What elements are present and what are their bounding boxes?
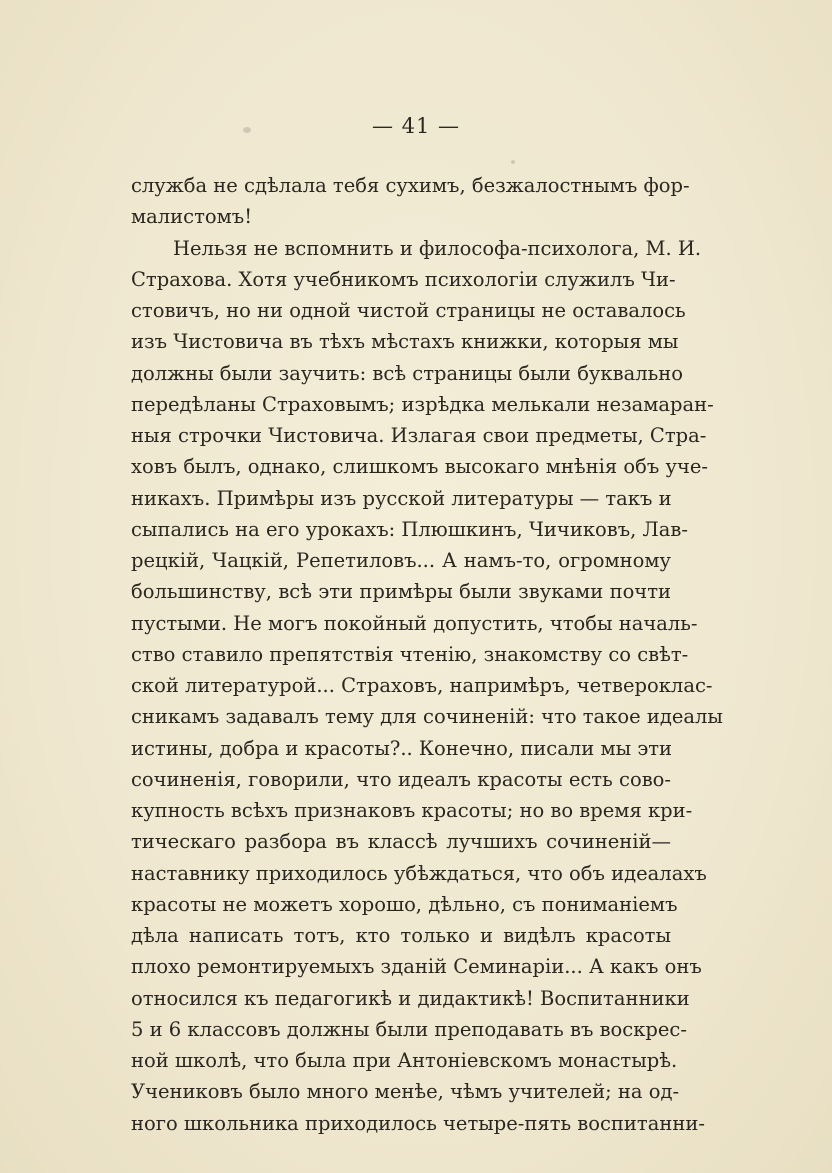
text-line: пустыми. Не могъ покойный допустить, чтобы началь-	[131, 611, 698, 635]
text-line: сыпались на его урокахъ: Плюшкинъ, Чичиковъ, Лав-	[131, 517, 688, 541]
text-line: ховъ былъ, однако, слишкомъ высокаго мнѣнія объ уче-	[131, 455, 708, 479]
text-line: красоты не можетъ хорошо, дѣльно, съ пониманіемъ	[131, 892, 678, 916]
paper-stain	[511, 160, 515, 164]
body-text	[131, 170, 723, 1139]
text-line: малистомъ!	[131, 205, 253, 229]
text-line: купность всѣхъ признаковъ красоты; но во время кри-	[131, 799, 693, 822]
text-line: рецкій, Чацкій, Репетиловъ... А намъ-то, огромному	[131, 549, 671, 572]
text-line: стовичъ, но ни одной чистой страницы не оставалось	[131, 299, 686, 322]
text-line: Нельзя не вспомнить и философа-психолога, М. И.	[173, 236, 702, 260]
text-line: большинству, всѣ эти примѣры были звуками почти	[131, 580, 671, 604]
text-line: 5 и 6 классовъ должны были преподавать въ воскрес-	[131, 1017, 687, 1041]
text-line: изъ Чистовича въ тѣхъ мѣстахъ книжки, которыя мы	[131, 330, 679, 354]
text-line: дѣла написать тотъ, кто только и видѣлъ красоты	[131, 924, 671, 947]
text-line: сочиненія, говорили, что идеалъ красоты есть сово-	[131, 767, 671, 791]
text-line: наставнику приходилось убѣждаться, что объ идеалахъ	[131, 861, 707, 885]
text-line: сникамъ задавалъ тему для сочиненій: что такое идеалы	[131, 705, 723, 729]
text-line: ство ставило препятствія чтенію, знакомству со свѣт-	[131, 642, 689, 666]
text-line: Страхова. Хотя учебникомъ психологіи служилъ Чи-	[131, 267, 676, 291]
text-line: относился къ педагогикѣ и дидактикѣ! Воспитанники	[131, 986, 690, 1010]
text-line: ской литературой... Страховъ, напримѣръ, четвероклас-	[131, 674, 713, 697]
text-line: плохо ремонтируемыхъ зданій Семинаріи... А какъ онъ	[131, 955, 702, 979]
text-line: никахъ. Примѣры изъ русской литературы — такъ и	[131, 486, 672, 510]
text-line: служба не сдѣлала тебя сухимъ, безжалостнымъ фор-	[131, 174, 690, 197]
text-line: ныя строчки Чистовича. Излагая свои предметы, Стра-	[131, 424, 707, 447]
text-line: истины, добра и красоты?.. Конечно, писали мы эти	[131, 736, 673, 760]
text-line: ного школьника приходилось четыре-пять воспитанни-	[131, 1111, 705, 1135]
text-line: передѣланы Страховымъ; изрѣдка мелькали незамаран-	[131, 392, 714, 416]
text-line: должны были заучить: всѣ страницы были буквально	[131, 361, 683, 385]
text-line: ной школѣ, что была при Антоніевскомъ монастырѣ.	[131, 1049, 678, 1072]
text-line: Учениковъ было много менѣе, чѣмъ учителей; на од-	[131, 1080, 680, 1104]
text-line: тическаго разбора въ классѣ лучшихъ сочиненій—	[131, 830, 671, 854]
page-number: — 41 —	[371, 114, 461, 138]
